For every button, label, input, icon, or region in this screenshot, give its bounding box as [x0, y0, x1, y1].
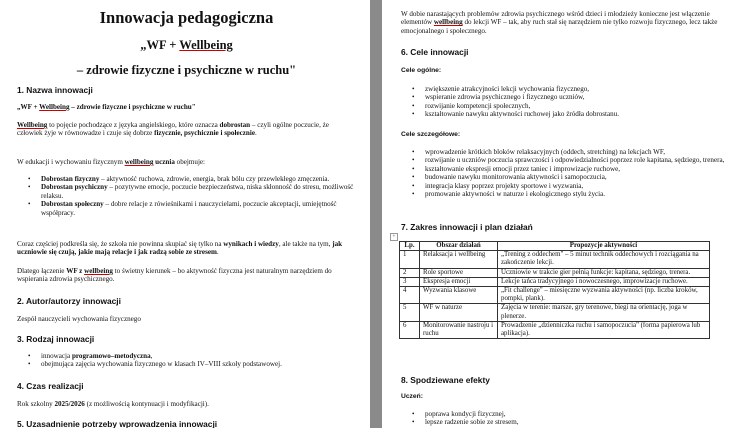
realization-time: Rok szkolny 2025/2026 (z możliwością kontynuacji i modyfikacji). — [17, 400, 209, 408]
table-cell: Zajęcia w terenie: marsze, gry terenowe, biegi na orientację, joga w plenerze. — [498, 304, 710, 321]
list-item: • kształtowanie ekspresji emocji przez taniec i improwizacje ruchowe, — [401, 165, 740, 173]
wellbeing-definition: Wellbeing to pojęcie pochodzące z języka angielskiego, które oznacza dobrostan – czyli ogólne poczucie, że człowiek żyje w równowadze i czuje się dobrze fizycznie, psychicznie i społecznie. — [17, 121, 329, 138]
list-item: • poprawa kondycji fizycznej, — [401, 410, 740, 418]
section-heading-3: 3. Rodzaj innowacji — [17, 334, 95, 344]
innovation-name: „WF + Wellbeing – zdrowie fizyczne i psychiczne w ruchu" — [17, 103, 196, 111]
section-heading-6: 6. Cele innowacji — [401, 47, 469, 57]
wellbeing-scope-intro: W edukacji i wychowaniu fizycznym wellbeing ucznia obejmuje: — [17, 158, 206, 166]
table-header-cell: Propozycje aktywności — [498, 242, 710, 251]
section-heading-2: 2. Autor/autorzy innowacji — [17, 296, 121, 306]
table-cell: „Fit challenge" – miesięczne wyzwania aktywności (np. liczba kroków, pompki, plank). — [498, 287, 710, 304]
table-row — [400, 287, 710, 304]
list-item: • Dobrostan psychiczny – pozytywne emocje, poczucie bezpieczeństwa, niska skłonność do stresu, możliwość relaksu. — [17, 183, 356, 200]
author-text: Zespół nauczycieli wychowania fizycznego — [17, 315, 141, 323]
table-header-cell: Lp. — [400, 242, 420, 251]
general-goals-label: Cele ogólne: — [401, 67, 442, 74]
action-plan-table — [399, 241, 710, 339]
table-cell: Uczniowie w trakcie gier pełnią funkcje: kapitana, sędziego, trenera. — [498, 268, 710, 277]
table-row — [400, 251, 710, 268]
table-cell: 4 — [400, 287, 420, 304]
table-cell: 3 — [400, 277, 420, 286]
table-cell: 5 — [400, 304, 420, 321]
table-cell: Relaksacja i wellbeing — [420, 251, 498, 268]
list-item: • innowacja programowo–metodyczna, — [17, 352, 356, 360]
document-subtitle-line1: „WF + Wellbeing — [140, 38, 233, 52]
justification-paragraph: W dobie narastających problemów zdrowia psychicznego wśród dzieci i młodzieży konieczne jest włączenie elementów wellbeing do lekcji WF – tak, aby ruch stał się narzędziem nie tylko rozwoju fizycznego, lecz także emocjonalnego i społecznego. — [401, 10, 718, 35]
document-page-1 — [0, 0, 370, 428]
list-item: • rozwijanie kompetencji społecznych, — [401, 102, 740, 110]
list-item: • lepsze radzenie sobie ze stresem, — [401, 418, 740, 426]
list-item: • wprowadzenie krótkich bloków relaksacyjnych (oddech, stretching) na lekcjach WF, — [401, 148, 740, 156]
list-item: • rozwijanie u uczniów poczucia sprawczości i odpowiedzialności poprzez role kapitana, sędziego, trenera, — [401, 156, 740, 164]
section-heading-8: 8. Spodziewane efekty — [401, 375, 490, 385]
table-row — [400, 321, 710, 338]
section-heading-4: 4. Czas realizacji — [17, 381, 84, 391]
section-heading-5: 5. Uzasadnienie potrzeby wprowadzenia innowacji — [17, 419, 218, 428]
table-cell: Monitorowanie nastroju i ruchu — [420, 321, 498, 338]
document-subtitle-line2: – zdrowie fizyczne i psychiczne w ruchu" — [76, 63, 297, 77]
table-cell: 2 — [400, 268, 420, 277]
wellbeing-dimensions-list — [17, 175, 356, 217]
specific-goals-label: Cele szczegółowe: — [401, 131, 461, 138]
section-heading-7: 7. Zakres innowacji i plan działań — [401, 222, 533, 232]
table-move-handle-icon[interactable]: + — [390, 233, 398, 241]
table-cell: Role sportowe — [420, 268, 498, 277]
table-row — [400, 268, 710, 277]
general-goals-list — [401, 85, 740, 119]
table-cell: WF w naturze — [420, 304, 498, 321]
table-cell: „Trening z oddechem" – 5 minut technik oddechowych i rozciągania na zakończenie lekcji. — [498, 251, 710, 268]
students-label: Uczeń: — [401, 393, 423, 400]
section-heading-1: 1. Nazwa innowacji — [17, 85, 93, 95]
table-cell: 1 — [400, 251, 420, 268]
table-row — [400, 304, 710, 321]
list-item: • kształtowanie nawyku aktywności ruchowej jako źródła dobrostanu. — [401, 110, 740, 118]
table-row — [400, 277, 710, 286]
table-cell: 6 — [400, 321, 420, 338]
innovation-type-list — [17, 352, 356, 369]
table-cell: Wyzwania klasowe — [420, 287, 498, 304]
list-item: • Dobrostan fizyczny – aktywność ruchowa, zdrowie, energia, brak bólu czy przewlekłego zmęczenia. — [17, 175, 356, 183]
list-item: • zwiększenie atrakcyjności lekcji wychowania fizycznego, — [401, 85, 740, 93]
document-title: Innowacja pedagogiczna — [99, 8, 274, 27]
page-gap — [370, 0, 382, 428]
specific-goals-list — [401, 148, 740, 198]
table-cell: Lekcje tańca tradycyjnego i nowoczesnego, improwizacje ruchowe. — [498, 277, 710, 286]
list-item: • wspieranie zdrowia psychicznego i fizycznego uczniów, — [401, 93, 740, 101]
table-cell: Prowadzenie „dzienniczka ruchu i samopoczucia" (forma papierowa lub aplikacja). — [498, 321, 710, 338]
document-page-2 — [382, 0, 750, 428]
table-header-cell: Obszar działań — [420, 242, 498, 251]
pe-wellbeing-paragraph: Dlatego łączenie WF z wellbeing to świetny kierunek – bo aktywność fizyczna jest naturalnym narzędziem do wspierania zdrowia psychicznego. — [17, 267, 332, 284]
school-focus-paragraph: Coraz częściej podkreśla się, że szkoła nie powinna skupiać się tylko na wynikach i wiedzy, ale także na tym, jak uczniowie się czują, jakie mają relacje i jak radzą sobie ze stresem. — [17, 240, 343, 257]
table-cell: Ekspresja emocji — [420, 277, 498, 286]
list-item: • obejmująca zajęcia wychowania fizycznego w klasach IV–VIII szkoły podstawowej. — [17, 360, 356, 368]
list-item: • Dobrostan społeczny – dobre relacje z rówieśnikami i nauczycielami, poczucie akceptacji, umiejętność współpracy. — [17, 200, 356, 217]
list-item: • integracja klasy poprzez projekty sportowe i wyzwania, — [401, 182, 740, 190]
list-item: • budowanie nawyku monitorowania aktywności i samopoczucia, — [401, 173, 740, 181]
effects-list — [401, 410, 740, 427]
list-item: • promowanie aktywności w naturze i ekologicznego stylu życia. — [401, 190, 740, 198]
table-header-row — [400, 242, 710, 251]
